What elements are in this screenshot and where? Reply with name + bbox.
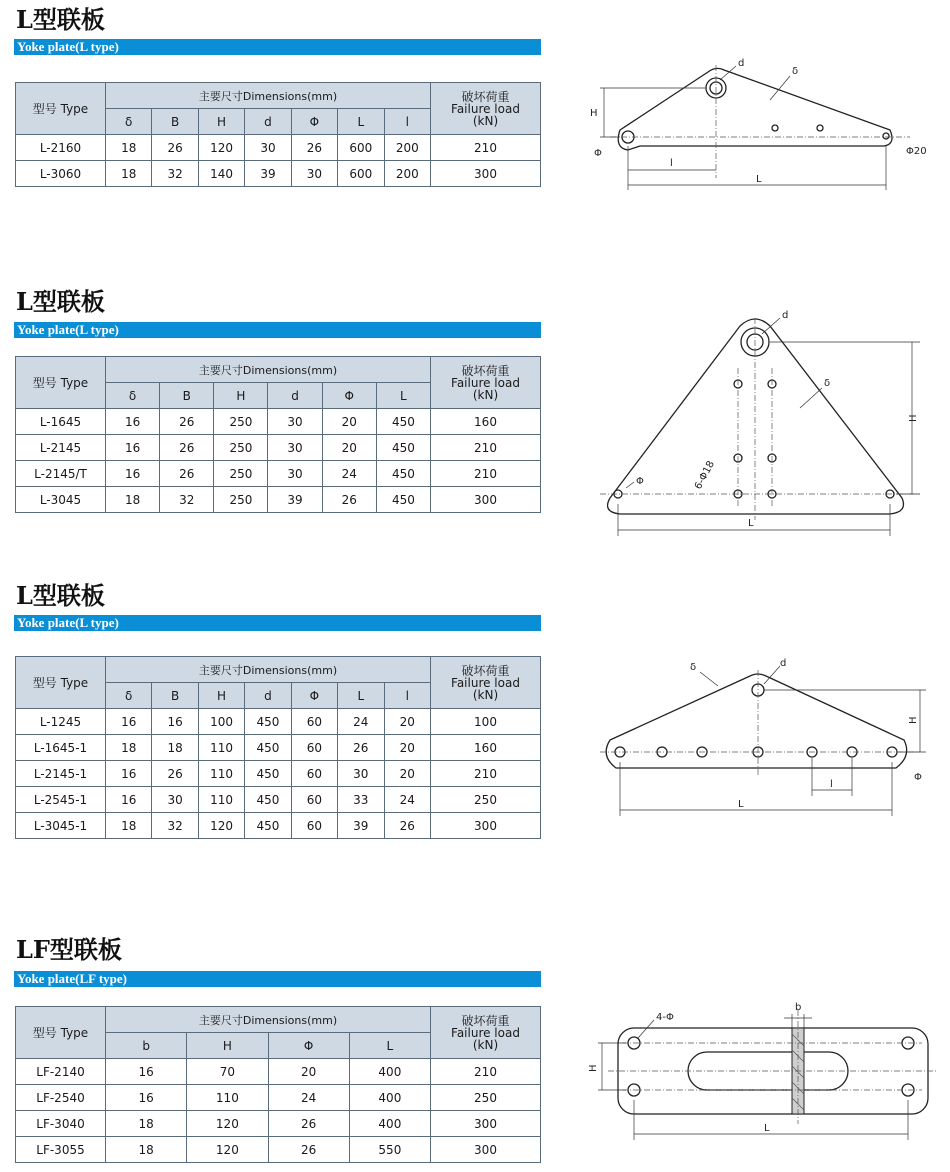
dim-phi-label: Φ <box>914 772 922 783</box>
col-header: d <box>245 109 291 135</box>
col-header: H <box>187 1033 268 1059</box>
value-cell: 400 <box>349 1111 430 1137</box>
load-cell: 100 <box>431 709 541 735</box>
value-cell: 32 <box>152 813 198 839</box>
value-cell: 26 <box>322 487 376 513</box>
value-cell: 26 <box>291 135 337 161</box>
value-cell: 26 <box>268 1137 349 1163</box>
table-row <box>16 761 541 787</box>
value-cell: 60 <box>291 787 337 813</box>
table-row <box>16 161 541 187</box>
value-cell: 400 <box>349 1059 430 1085</box>
value-cell: 18 <box>106 813 152 839</box>
dim-L-label: L <box>764 1123 770 1134</box>
value-cell: 16 <box>106 1059 187 1085</box>
spec-table <box>15 356 541 513</box>
yoke-plate-drawing <box>590 308 930 548</box>
value-cell: 20 <box>384 709 430 735</box>
dim-L-label: L <box>748 518 754 529</box>
value-cell: 450 <box>245 709 291 735</box>
type-cell: LF-3040 <box>16 1111 106 1137</box>
value-cell: 600 <box>338 161 384 187</box>
value-cell: 26 <box>160 435 214 461</box>
col-header: l <box>384 683 430 709</box>
load-cell: 210 <box>431 1059 541 1085</box>
table-row <box>16 1059 541 1085</box>
value-cell: 450 <box>245 813 291 839</box>
col-header: L <box>338 683 384 709</box>
section-subtitle: Yoke plate(L type) <box>17 39 119 54</box>
col-header: H <box>198 109 244 135</box>
value-cell: 18 <box>106 735 152 761</box>
dim-L-label: L <box>738 799 744 810</box>
value-cell: 32 <box>152 161 198 187</box>
value-cell: 24 <box>322 461 376 487</box>
type-header: 型号 Type <box>16 657 106 709</box>
load-cell: 210 <box>431 135 541 161</box>
value-cell: 30 <box>268 461 322 487</box>
failure-load-header: 破坏荷重 Failure load (kN) <box>431 1007 541 1059</box>
spec-table <box>15 82 541 187</box>
spec-table <box>15 1006 541 1163</box>
value-cell: 26 <box>152 135 198 161</box>
col-header: Φ <box>291 683 337 709</box>
value-cell: 26 <box>384 813 430 839</box>
value-cell: 20 <box>384 761 430 787</box>
value-cell: 450 <box>245 761 291 787</box>
col-header: H <box>198 683 244 709</box>
dim-d-label: d <box>782 310 789 321</box>
value-cell: 600 <box>338 135 384 161</box>
value-cell: 30 <box>338 761 384 787</box>
value-cell: 120 <box>198 135 244 161</box>
type-header: 型号 Type <box>16 357 106 409</box>
type-cell: LF-3055 <box>16 1137 106 1163</box>
section-subtitle-bar <box>14 971 541 987</box>
col-header: B <box>152 683 198 709</box>
value-cell: 400 <box>349 1085 430 1111</box>
section-subtitle: Yoke plate(L type) <box>17 322 119 337</box>
section-4 <box>0 936 950 1172</box>
col-header: δ <box>106 683 152 709</box>
value-cell: 18 <box>106 1111 187 1137</box>
value-cell: 30 <box>245 135 291 161</box>
value-cell: 16 <box>106 761 152 787</box>
value-cell: 20 <box>322 409 376 435</box>
dimensions-header: 主要尺寸Dimensions(mm) <box>106 1007 431 1033</box>
section-1 <box>0 0 950 200</box>
value-cell: 20 <box>384 735 430 761</box>
dim-delta-label: δ <box>824 378 831 389</box>
value-cell: 18 <box>152 735 198 761</box>
col-header: l <box>384 109 430 135</box>
type-cell: L-3045-1 <box>16 813 106 839</box>
col-header: b <box>106 1033 187 1059</box>
yoke-plate-drawing <box>578 1000 938 1170</box>
table-row <box>16 787 541 813</box>
value-cell: 450 <box>376 487 430 513</box>
table-row <box>16 135 541 161</box>
dim-d-label: d <box>780 658 787 669</box>
col-header: d <box>268 383 322 409</box>
value-cell: 200 <box>384 161 430 187</box>
col-header: L <box>376 383 430 409</box>
value-cell: 32 <box>160 487 214 513</box>
yoke-plate-drawing <box>590 656 930 826</box>
dim-H-label: H <box>908 414 919 422</box>
value-cell: 16 <box>106 787 152 813</box>
value-cell: 30 <box>268 435 322 461</box>
type-cell: LF-2540 <box>16 1085 106 1111</box>
section-subtitle: Yoke plate(LF type) <box>17 971 128 986</box>
table-row <box>16 461 541 487</box>
value-cell: 18 <box>106 135 152 161</box>
value-cell: 20 <box>268 1059 349 1085</box>
table-row <box>16 813 541 839</box>
dim-phi-label: Φ <box>636 476 644 487</box>
value-cell: 26 <box>160 461 214 487</box>
load-cell: 250 <box>431 1085 541 1111</box>
type-cell: L-3060 <box>16 161 106 187</box>
type-cell: L-3045 <box>16 487 106 513</box>
col-header: Φ <box>268 1033 349 1059</box>
type-header: 型号 Type <box>16 83 106 135</box>
value-cell: 30 <box>291 161 337 187</box>
value-cell: 16 <box>106 1085 187 1111</box>
table-row <box>16 1137 541 1163</box>
value-cell: 450 <box>376 461 430 487</box>
dim-phi-label: Φ <box>594 148 602 159</box>
value-cell: 30 <box>152 787 198 813</box>
table-row <box>16 735 541 761</box>
value-cell: 26 <box>152 761 198 787</box>
value-cell: 16 <box>152 709 198 735</box>
value-cell: 450 <box>245 735 291 761</box>
section-subtitle-bar <box>14 615 541 631</box>
value-cell: 39 <box>338 813 384 839</box>
table-row <box>16 409 541 435</box>
dim-phi20-label: Φ20 <box>906 146 927 157</box>
section-subtitle-bar <box>14 39 541 55</box>
dimensions-header: 主要尺寸Dimensions(mm) <box>106 83 431 109</box>
value-cell: 120 <box>187 1137 268 1163</box>
dim-l-label: l <box>830 779 833 790</box>
value-cell: 450 <box>376 409 430 435</box>
col-header: Φ <box>322 383 376 409</box>
spec-table <box>15 656 541 839</box>
value-cell: 26 <box>160 409 214 435</box>
section-3 <box>0 582 950 852</box>
table-row <box>16 709 541 735</box>
value-cell: 24 <box>268 1085 349 1111</box>
col-header: L <box>338 109 384 135</box>
value-cell: 250 <box>214 409 268 435</box>
value-cell: 60 <box>291 761 337 787</box>
col-header: B <box>160 383 214 409</box>
value-cell: 16 <box>106 409 160 435</box>
dim-delta-label: δ <box>792 66 799 77</box>
section-title: L型联板 <box>16 5 105 34</box>
value-cell: 16 <box>106 709 152 735</box>
table-row <box>16 1085 541 1111</box>
failure-load-header: 破坏荷重 Failure load (kN) <box>431 357 541 409</box>
value-cell: 24 <box>384 787 430 813</box>
value-cell: 18 <box>106 1137 187 1163</box>
value-cell: 18 <box>106 161 152 187</box>
col-header: H <box>214 383 268 409</box>
value-cell: 60 <box>291 813 337 839</box>
type-cell: L-1645 <box>16 409 106 435</box>
value-cell: 33 <box>338 787 384 813</box>
dim-H-label: H <box>590 108 598 119</box>
type-header: 型号 Type <box>16 1007 106 1059</box>
type-cell: L-1245 <box>16 709 106 735</box>
dimensions-header: 主要尺寸Dimensions(mm) <box>106 657 431 683</box>
col-header: δ <box>106 109 152 135</box>
load-cell: 300 <box>431 161 541 187</box>
value-cell: 550 <box>349 1137 430 1163</box>
value-cell: 120 <box>187 1111 268 1137</box>
dim-L-label: L <box>756 174 762 185</box>
holes-label: 4-Φ <box>656 1012 674 1023</box>
load-cell: 300 <box>431 813 541 839</box>
load-cell: 250 <box>431 787 541 813</box>
value-cell: 20 <box>322 435 376 461</box>
value-cell: 39 <box>245 161 291 187</box>
type-cell: L-2145 <box>16 435 106 461</box>
value-cell: 450 <box>245 787 291 813</box>
failure-load-header: 破坏荷重 Failure load (kN) <box>431 83 541 135</box>
table-row <box>16 1111 541 1137</box>
load-cell: 300 <box>431 1137 541 1163</box>
value-cell: 250 <box>214 461 268 487</box>
col-header: B <box>152 109 198 135</box>
load-cell: 160 <box>431 409 541 435</box>
value-cell: 70 <box>187 1059 268 1085</box>
load-cell: 210 <box>431 461 541 487</box>
value-cell: 110 <box>198 761 244 787</box>
value-cell: 60 <box>291 735 337 761</box>
section-title: L型联板 <box>16 287 105 316</box>
value-cell: 250 <box>214 435 268 461</box>
value-cell: 39 <box>268 487 322 513</box>
type-cell: L-1645-1 <box>16 735 106 761</box>
col-header: d <box>245 683 291 709</box>
table-row <box>16 487 541 513</box>
value-cell: 60 <box>291 709 337 735</box>
value-cell: 18 <box>106 487 160 513</box>
value-cell: 110 <box>187 1085 268 1111</box>
value-cell: 100 <box>198 709 244 735</box>
value-cell: 16 <box>106 435 160 461</box>
load-cell: 210 <box>431 435 541 461</box>
value-cell: 250 <box>214 487 268 513</box>
col-header: δ <box>106 383 160 409</box>
value-cell: 16 <box>106 461 160 487</box>
load-cell: 300 <box>431 487 541 513</box>
dimensions-header: 主要尺寸Dimensions(mm) <box>106 357 431 383</box>
dim-H-label: H <box>908 716 919 724</box>
section-subtitle: Yoke plate(L type) <box>17 615 119 630</box>
value-cell: 140 <box>198 161 244 187</box>
section-title: LF型联板 <box>16 935 122 964</box>
type-cell: LF-2140 <box>16 1059 106 1085</box>
table-row <box>16 435 541 461</box>
col-header: L <box>349 1033 430 1059</box>
section-subtitle-bar <box>14 322 541 338</box>
value-cell: 110 <box>198 735 244 761</box>
dim-b-label: b <box>795 1002 802 1013</box>
type-cell: L-2145-1 <box>16 761 106 787</box>
value-cell: 450 <box>376 435 430 461</box>
type-cell: L-2160 <box>16 135 106 161</box>
value-cell: 30 <box>268 409 322 435</box>
holes-label: 6-Φ18 <box>692 459 718 492</box>
load-cell: 300 <box>431 1111 541 1137</box>
value-cell: 120 <box>198 813 244 839</box>
yoke-plate-drawing <box>580 50 940 200</box>
value-cell: 26 <box>268 1111 349 1137</box>
value-cell: 110 <box>198 787 244 813</box>
type-cell: L-2545-1 <box>16 787 106 813</box>
load-cell: 160 <box>431 735 541 761</box>
value-cell: 200 <box>384 135 430 161</box>
dim-delta-label: δ <box>690 662 697 673</box>
failure-load-header: 破坏荷重 Failure load (kN) <box>431 657 541 709</box>
value-cell: 26 <box>338 735 384 761</box>
load-cell: 210 <box>431 761 541 787</box>
col-header: Φ <box>291 109 337 135</box>
type-cell: L-2145/T <box>16 461 106 487</box>
dim-l-label: l <box>670 158 673 169</box>
section-2 <box>0 288 950 548</box>
value-cell: 24 <box>338 709 384 735</box>
dim-H-label: H <box>588 1064 599 1072</box>
section-title: L型联板 <box>16 581 105 610</box>
dim-d-label: d <box>738 58 745 69</box>
